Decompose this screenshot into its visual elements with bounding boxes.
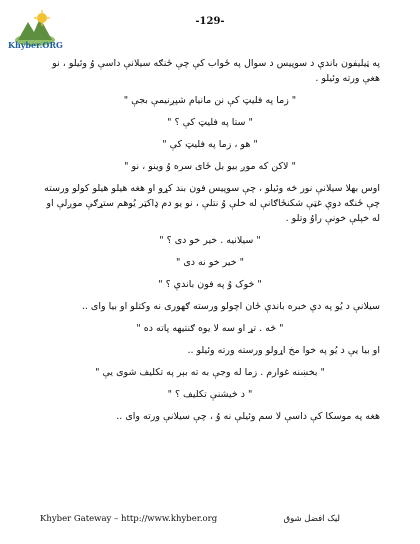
dialogue-line: " څه . تړ او سه لا یوه ګنتیهه پاته ده "	[136, 323, 284, 334]
page-body	[40, 56, 380, 431]
dialogue-line: " سیلانیه . خیر خو دی ؟ "	[159, 235, 261, 246]
logo-text: Khyber.ORG	[8, 40, 63, 50]
dialogue-line: " بخښنه غوارم . زما له وجې به ته بېر په تکلیف شوی یې "	[95, 367, 325, 378]
dialogue-line: " د څیشنې تکلیف ؟ "	[167, 389, 253, 400]
footer-site-link[interactable]: Khyber Gateway – http://www.khyber.org	[40, 514, 218, 524]
paragraph: په ټیلیفون باندې د سوپیس د سوال په ځواب کې چې ځنګه سیلانې داسې وُ وئیلو ، نو هغې ورته وئیلو .	[52, 58, 380, 84]
paragraph: اوس بهلا سیلانې نور څه وئیلو ، چې سوپیس فون بند کړو او هغه هیلو هیلو کولو ورسته چې ځنګه دوې غټې شکنځاګانې له خلې وُ نتلې ، نو یو دم ډاکټر یُوهم ستړګې موږلې او له خپلې خونې راوُ وتلو .	[44, 183, 380, 224]
paragraph: سیلانې د یُو په دې خبره باندې ځان اچولو ورسته ګهوری نه وکتلو او بیا وای ..	[81, 301, 380, 312]
paragraph: هغه په موسکا کې داسې لا سم وئیلې نه وُ ، چې سیلانې ورته وای ..	[116, 411, 380, 422]
dialogue-line: " لاکن که موږ بیو بل ځای سره وُ وینو ، نو "	[124, 161, 296, 172]
footer-author: لیک افضل شوق	[283, 514, 340, 524]
page-number: -129-	[195, 16, 225, 27]
dialogue-line: " خیر خو نه دی "	[175, 257, 244, 268]
dialogue-line: " ستا په فلیټ کې ؟ "	[167, 117, 253, 128]
dialogue-line: " څوک وُ په فون باندې ؟ "	[158, 279, 262, 290]
dialogue-line: " هو ، زما په فلیټ کې "	[162, 139, 258, 150]
dialogue-line: " زما په فلیټ کې نن مانیام شپږنیمې بجې "	[123, 95, 297, 106]
paragraph: او بیا یې د یُو په خوا مخ اړولو ورسته ورته وئیلو ..	[187, 345, 380, 356]
page-footer	[40, 514, 380, 528]
